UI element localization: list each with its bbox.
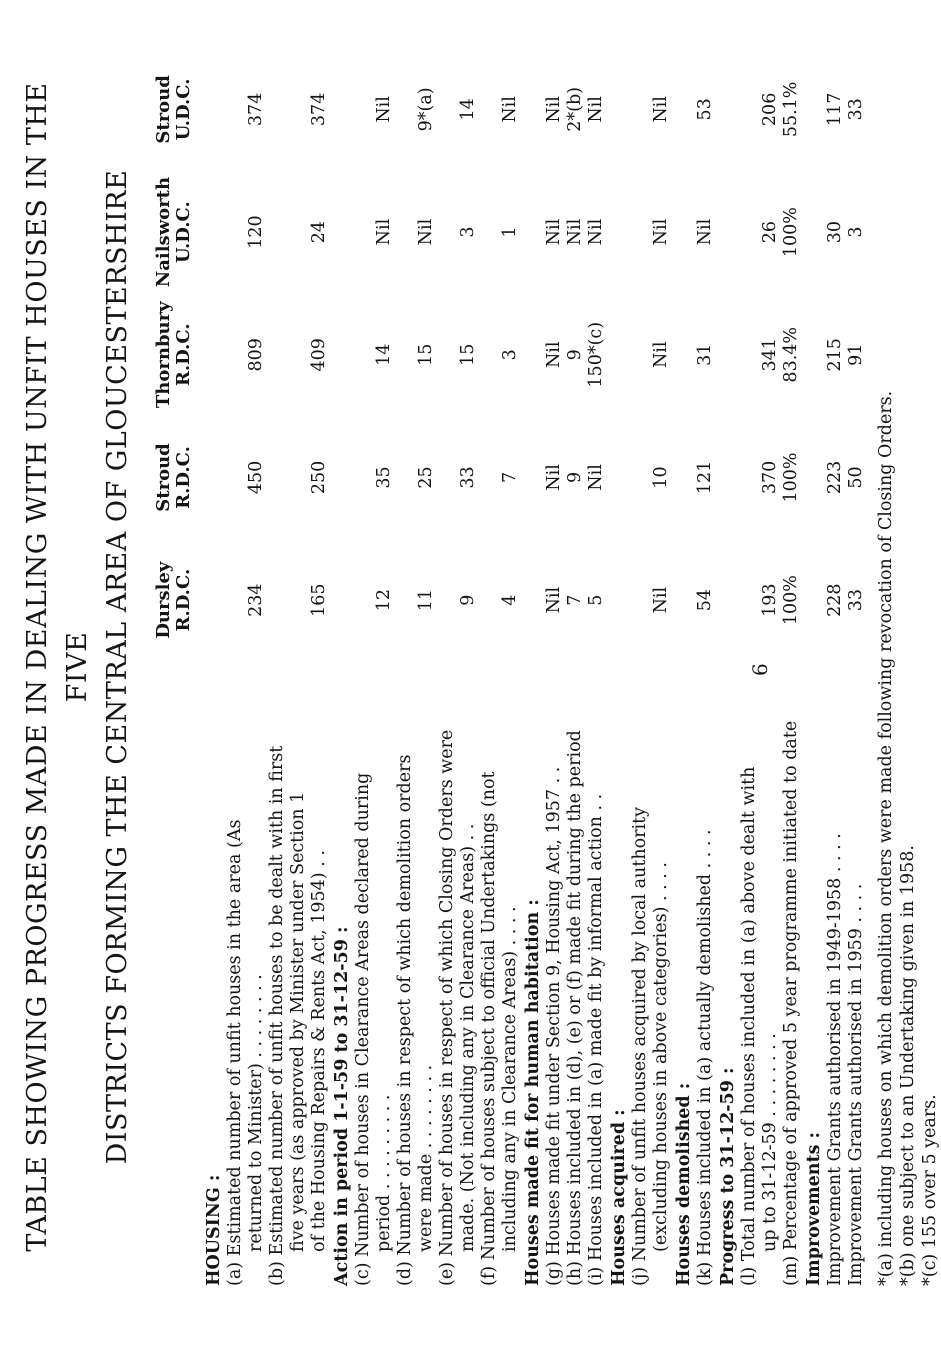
cell-value: 5 xyxy=(586,594,606,606)
row-label xyxy=(544,661,565,1286)
col-header-stroud-rdc: Stroud R.D.C. xyxy=(153,443,194,512)
col-header-nailsworth: Nailsworth U.D.C. xyxy=(153,176,194,288)
cell-value: 9 xyxy=(458,594,478,606)
cell-value: 33 xyxy=(846,589,866,612)
footnotes xyxy=(875,48,941,1286)
cell-value: 54 xyxy=(695,589,715,612)
row-label xyxy=(353,661,395,1286)
row-label-line: (h) Houses included in (d), (e) or (f) made fit during the period xyxy=(565,730,585,1286)
cell-value: 33 xyxy=(846,98,866,121)
table-row xyxy=(781,48,802,1286)
table-row xyxy=(846,48,867,1286)
section-acquired: Houses acquired : xyxy=(609,1109,629,1286)
title-line-2: DISTRICTS FORMING THE CENTRAL AREA OF GLOUCESTERSHIRE xyxy=(102,169,133,1165)
row-label-line: (d) Number of houses in respect of which demolition orders xyxy=(395,754,415,1286)
cell-value: 4 xyxy=(500,594,520,606)
cell-value: 24 xyxy=(309,220,329,244)
cell-value: Nil xyxy=(374,218,394,246)
cell-value: 33 xyxy=(458,466,478,489)
row-label-line: (l) Total number of houses included in (a) above dealt with xyxy=(739,766,759,1286)
row-label xyxy=(781,661,802,1286)
cell-value: 809 xyxy=(246,338,266,372)
table-row xyxy=(437,48,479,1286)
cell-value: 165 xyxy=(309,583,329,617)
cell-value: 450 xyxy=(246,460,266,495)
cell-value: 15 xyxy=(458,343,478,366)
cell-value: 374 xyxy=(309,92,329,127)
table-row xyxy=(630,48,672,1286)
section-progress: Progress to 31-12-59 : xyxy=(718,1067,738,1286)
row-label xyxy=(739,661,781,1286)
cell-value: 83.4% xyxy=(781,326,801,383)
table-row xyxy=(353,48,395,1286)
cell-value: 370 xyxy=(760,460,780,495)
row-label-line: (i) Houses included in (a) made fit by informal action . . xyxy=(586,793,606,1286)
row-label xyxy=(437,661,479,1286)
cell-value: 3 xyxy=(458,226,478,238)
cell-value: 9*(a) xyxy=(416,87,436,132)
section-improvements: Improvements : xyxy=(804,1132,824,1286)
cell-value: 10 xyxy=(651,466,671,489)
cell-value: Nil xyxy=(416,218,436,246)
cell-value: Nil xyxy=(651,586,671,614)
col-header-thornbury: Thornbury R.D.C. xyxy=(153,301,194,409)
col-header-dursley: Dursley R.D.C. xyxy=(153,561,194,639)
row-label-line: period . . . . . . . . . xyxy=(374,1094,394,1252)
cell-value: Nil xyxy=(651,341,671,369)
section-fit: Houses made fit for human habitation : xyxy=(523,899,543,1286)
row-label-line: (k) Houses included in (a) actually demolished . . . . xyxy=(695,829,715,1286)
cell-value: 223 xyxy=(825,460,845,495)
section-demolished: Houses demolished : xyxy=(674,1082,694,1286)
cell-value: 117 xyxy=(825,92,845,127)
row-label-line: made. (Not including any in Clearance Areas) . . xyxy=(458,823,478,1252)
cell-value: 25 xyxy=(416,466,436,489)
row-label xyxy=(565,661,586,1286)
row-label-line: (e) Number of houses in respect of which Closing Orders were xyxy=(437,729,457,1286)
cell-value: 150*(c) xyxy=(586,321,606,388)
row-label-line: Improvement Grants authorised in 1959 . . . . xyxy=(846,883,866,1286)
cell-value: Nil xyxy=(544,586,564,614)
cell-value: 100% xyxy=(781,207,801,258)
row-label-line: (b) Estimated number of unfit houses to be dealt with in first xyxy=(267,745,287,1286)
cell-value: 3 xyxy=(500,349,520,361)
footnote-a: *(a) including houses on which demolition orders were made following revocation of Closing Orders. xyxy=(876,390,896,1286)
cell-value: 31 xyxy=(695,343,715,366)
cell-value: 53 xyxy=(695,98,715,121)
table-row xyxy=(395,48,437,1286)
cell-value: Nil xyxy=(544,341,564,369)
cell-value: Nil xyxy=(695,218,715,246)
cell-value: 341 xyxy=(760,338,780,372)
section-housing: HOUSING : xyxy=(204,1174,224,1286)
cell-value: 228 xyxy=(825,583,845,617)
cell-value: Nil xyxy=(544,96,564,123)
cell-value: Nil xyxy=(586,218,606,246)
table-row xyxy=(225,48,267,1286)
cell-value: Nil xyxy=(500,96,520,123)
row-label xyxy=(825,661,846,1286)
cell-value: 7 xyxy=(500,471,520,484)
row-label-line: were made . . . . . . . . xyxy=(416,1064,436,1252)
row-label-line: (a) Estimated number of unfit houses in the area (As xyxy=(225,819,245,1286)
row-label-line: (g) Houses made fit under Section 9, Housing Act, 1957 . . xyxy=(544,766,564,1286)
row-label xyxy=(846,661,867,1286)
title-line-1: TABLE SHOWING PROGRESS MADE IN DEALING WITH UNFIT HOUSES IN THE FIVE xyxy=(22,82,93,1252)
cell-value: 14 xyxy=(458,98,478,121)
row-label-line: Improvement Grants authorised in 1949-1958 . . . . xyxy=(825,833,845,1286)
cell-value: 7 xyxy=(565,594,585,606)
table-row xyxy=(825,48,846,1286)
cell-value: 9 xyxy=(565,349,585,361)
cell-value: Nil xyxy=(586,96,606,123)
cell-value: 3 xyxy=(846,226,866,238)
row-label xyxy=(267,661,330,1286)
row-label xyxy=(395,661,437,1286)
row-label-line: (c) Number of houses in Clearance Areas declared during xyxy=(353,772,373,1286)
cell-value: 121 xyxy=(695,460,715,495)
row-label xyxy=(630,661,672,1286)
cell-value: 250 xyxy=(309,460,329,495)
row-label-line: of the Housing Repairs & Rents Act, 1954) . . xyxy=(309,850,329,1252)
cell-value: 409 xyxy=(309,338,329,372)
row-label xyxy=(225,661,267,1286)
row-label xyxy=(586,661,607,1286)
table-row xyxy=(544,48,565,1286)
cell-value: 215 xyxy=(825,338,845,372)
table-row xyxy=(565,48,586,1286)
page-number: 6 xyxy=(748,663,772,676)
cell-value: 35 xyxy=(374,466,394,489)
row-label xyxy=(479,661,521,1286)
row-label-line: (f) Number of houses subject to official Undertakings (not xyxy=(479,771,499,1286)
cell-value: Nil xyxy=(374,96,394,123)
cell-value: Nil xyxy=(544,464,564,491)
table-row xyxy=(586,48,607,1286)
header-row xyxy=(154,48,202,1286)
table-row xyxy=(267,48,330,1286)
cell-value: Nil xyxy=(651,96,671,123)
table-title xyxy=(18,48,138,1286)
cell-value: 234 xyxy=(246,583,266,617)
footnote-c: *(c) 155 over 5 years. xyxy=(920,1094,940,1286)
cell-value: 30 xyxy=(825,220,845,244)
cell-value: 50 xyxy=(846,466,866,489)
cell-value: 120 xyxy=(246,215,266,249)
cell-value: 12 xyxy=(374,589,394,612)
cell-value: Nil xyxy=(586,464,606,491)
footnote-b: *(b) one subject to an Undertaking given in 1958. xyxy=(898,845,918,1286)
row-label-line: (j) Number of unfit houses acquired by local authority xyxy=(630,806,650,1286)
table-row xyxy=(695,48,716,1286)
cell-value: Nil xyxy=(544,218,564,246)
row-label-line: including any in Clearance Areas) . . . . xyxy=(500,906,520,1252)
cell-value: Nil xyxy=(651,218,671,246)
cell-value: 9 xyxy=(565,471,585,484)
cell-value: 11 xyxy=(416,589,436,612)
cell-value: 374 xyxy=(246,92,266,127)
cell-value: 2*(b) xyxy=(565,87,585,132)
cell-value: 206 xyxy=(760,92,780,127)
row-label-line: five years (as approved by Minister under Section 1 xyxy=(288,791,308,1252)
table-row xyxy=(479,48,521,1286)
cell-value: 100% xyxy=(781,452,801,503)
cell-value: 1 xyxy=(500,226,520,238)
row-label-line: (excluding houses in above categories) . . . . xyxy=(651,862,671,1252)
row-label xyxy=(695,661,716,1286)
col-header-stroud-udc: Stroud U.D.C. xyxy=(153,75,194,144)
cell-value: 193 xyxy=(760,583,780,617)
cell-value: 55.1% xyxy=(781,81,801,138)
cell-value: Nil xyxy=(565,218,585,246)
cell-value: 14 xyxy=(374,343,394,366)
row-label-line: returned to Minister) . . . . . . . . xyxy=(246,974,266,1252)
cell-value: 91 xyxy=(846,343,866,366)
cell-value: 100% xyxy=(781,575,801,626)
row-label-line: up to 31-12-59 . . . . . . . . xyxy=(760,1033,780,1252)
section-action: Action in period 1-1-59 to 31-12-59 : xyxy=(332,926,352,1286)
cell-value: 15 xyxy=(416,343,436,366)
cell-value: 26 xyxy=(760,220,780,244)
row-label-line: (m) Percentage of approved 5 year programme initiated to date xyxy=(781,720,801,1286)
